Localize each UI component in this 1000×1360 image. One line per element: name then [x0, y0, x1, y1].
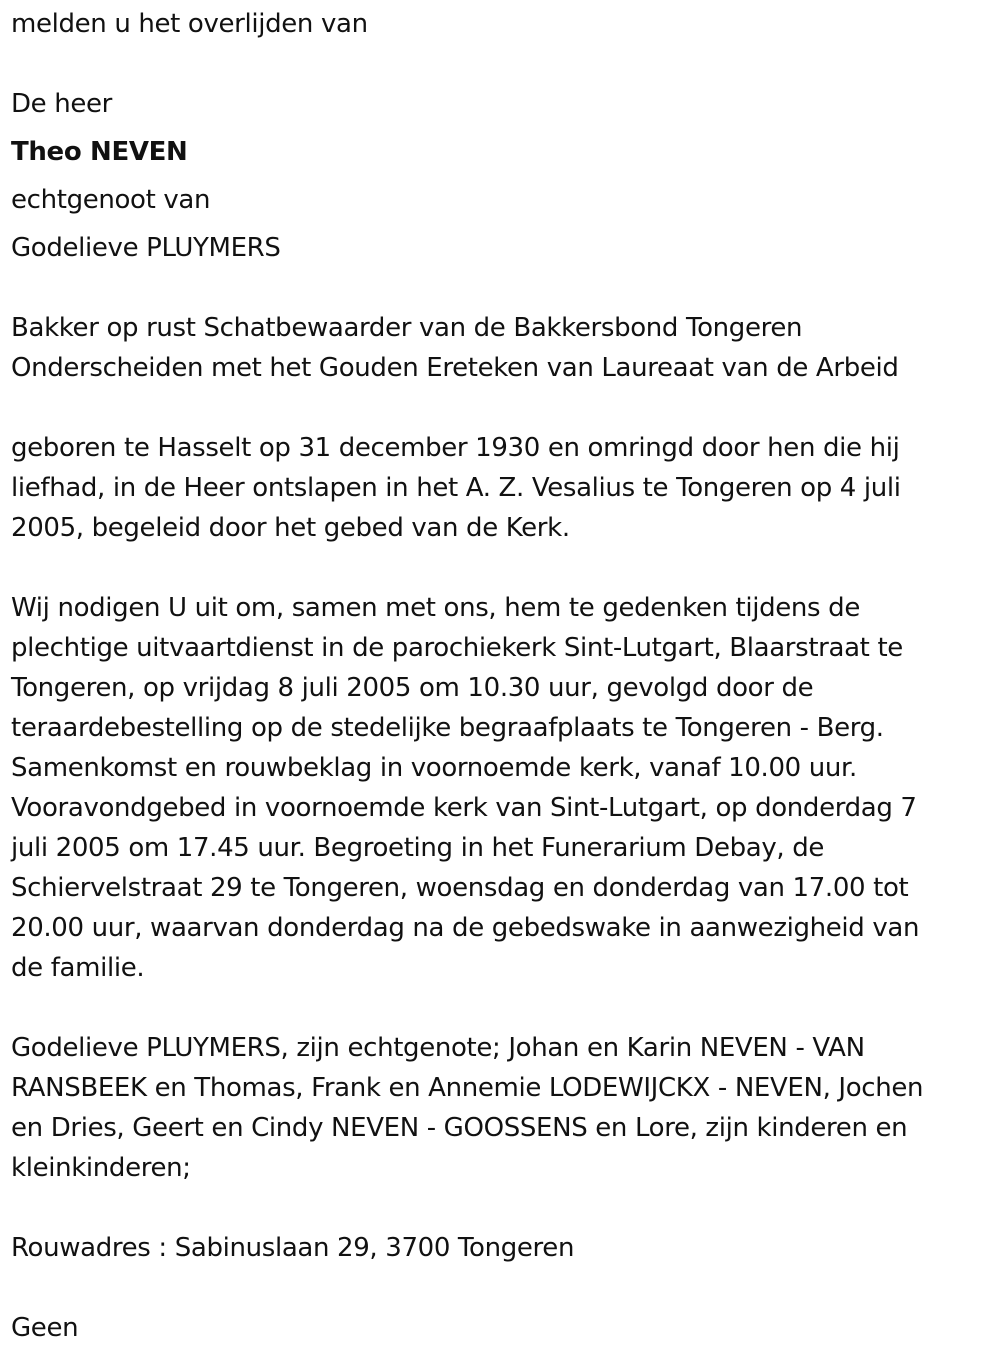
paragraph-line: Schiervelstraat 29 te Tongeren, woensdag en donderdag van 17.00 tot [11, 873, 909, 903]
spacer [11, 44, 991, 84]
birth-death-paragraph [11, 428, 991, 548]
spacer [11, 988, 991, 1028]
death-notice [11, 4, 991, 1348]
paragraph-line: Bakker op rust Schatbewaarder van de Bakkersbond Tongeren [11, 313, 803, 343]
deceased-name: Theo NEVEN [11, 137, 188, 167]
paragraph-line: 2005, begeleid door het gebed van de Kerk. [11, 513, 570, 543]
paragraph-line: plechtige uitvaartdienst in de parochiekerk Sint-Lutgart, Blaarstraat te [11, 633, 903, 663]
paragraph-line: RANSBEEK en Thomas, Frank en Annemie LODEWIJCKX - NEVEN, Jochen [11, 1073, 924, 1103]
paragraph-line: liefhad, in de Heer ontslapen in het A. Z. Vesalius te Tongeren op 4 juli [11, 473, 901, 503]
paragraph-line: juli 2005 om 17.45 uur. Begroeting in het Funerarium Debay, de [11, 833, 825, 863]
paragraph-line: en Dries, Geert en Cindy NEVEN - GOOSSENS en Lore, zijn kinderen en [11, 1113, 908, 1143]
paragraph-line: kleinkinderen; [11, 1153, 191, 1183]
paragraph-line: teraardebestelling op de stedelijke begraafplaats te Tongeren - Berg. [11, 713, 884, 743]
closing-text: Geen [11, 1313, 79, 1343]
spacer [11, 1188, 991, 1228]
spouse-relation: echtgenoot van [11, 185, 211, 215]
spacer [11, 388, 991, 428]
spouse-name: Godelieve PLUYMERS [11, 233, 281, 263]
family-paragraph [11, 1028, 991, 1188]
paragraph-line: Wij nodigen U uit om, samen met ons, hem te gedenken tijdens de [11, 593, 860, 623]
paragraph-line: Samenkomst en rouwbeklag in voornoemde kerk, vanaf 10.00 uur. [11, 753, 857, 783]
paragraph-line: Tongeren, op vrijdag 8 juli 2005 om 10.30 uur, gevolgd door de [11, 673, 814, 703]
intro-text: melden u het overlijden van [11, 9, 368, 39]
funeral-paragraph [11, 588, 991, 988]
mourning-address: Rouwadres : Sabinuslaan 29, 3700 Tongeren [11, 1233, 575, 1263]
paragraph-line: de familie. [11, 953, 145, 983]
paragraph-line: geboren te Hasselt op 31 december 1930 en omringd door hen die hij [11, 433, 900, 463]
paragraph-line: 20.00 uur, waarvan donderdag na de gebedswake in aanwezigheid van [11, 913, 920, 943]
spacer [11, 548, 991, 588]
spacer [11, 268, 991, 308]
spacer [11, 1268, 991, 1308]
paragraph-line: Vooravondgebed in voornoemde kerk van Sint-Lutgart, op donderdag 7 [11, 793, 917, 823]
paragraph-line: Godelieve PLUYMERS, zijn echtgenote; Johan en Karin NEVEN - VAN [11, 1033, 865, 1063]
paragraph-line: Onderscheiden met het Gouden Ereteken van Laureaat van de Arbeid [11, 353, 899, 383]
salutation: De heer [11, 89, 112, 119]
career-paragraph [11, 308, 991, 388]
